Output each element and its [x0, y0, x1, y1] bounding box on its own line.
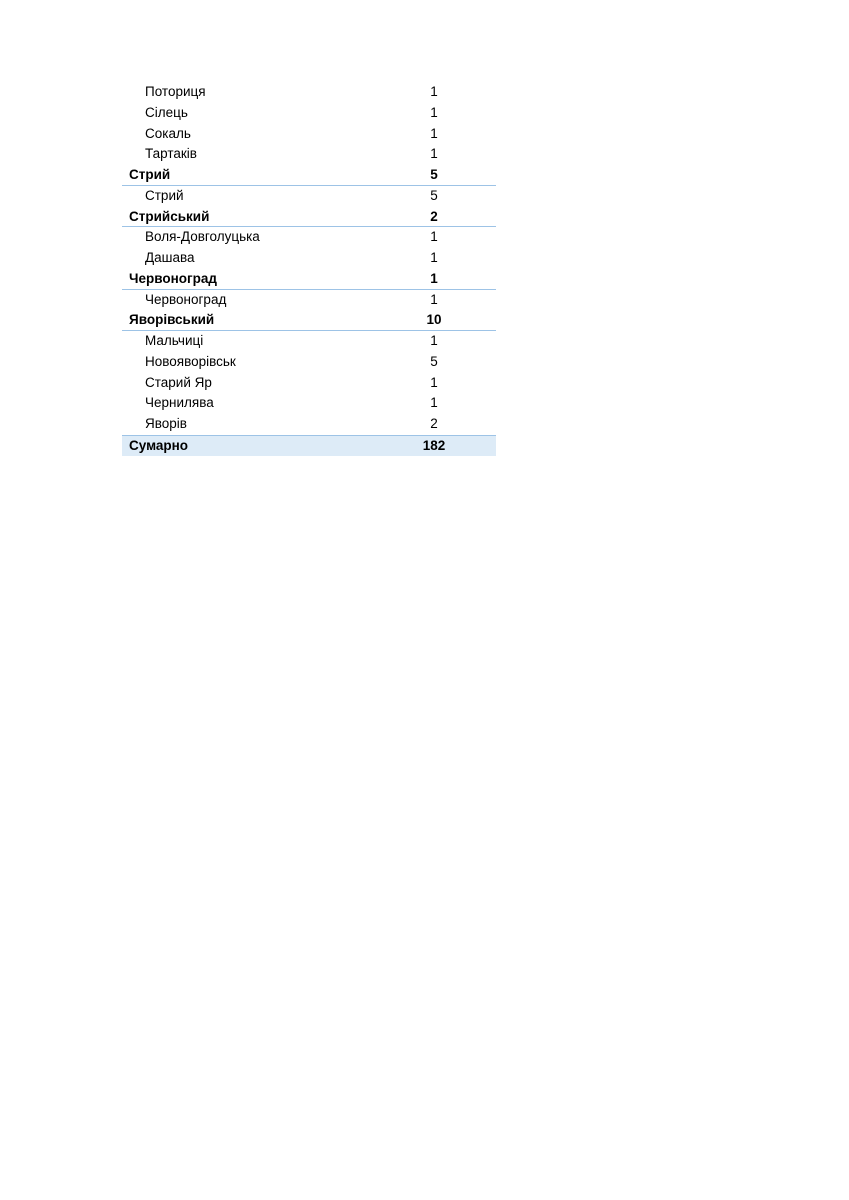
row-label: Стрий — [145, 187, 184, 203]
group-value: 5 — [430, 167, 438, 182]
row-value: 1 — [430, 333, 438, 348]
row-value: 1 — [430, 250, 438, 265]
group-value: 10 — [426, 312, 442, 328]
total-label: Сумарно — [129, 437, 189, 453]
table-total-row — [122, 435, 496, 456]
row-label: Червоноград — [145, 291, 227, 307]
row-value: 1 — [430, 229, 438, 245]
group-label: Стрийський — [129, 208, 210, 224]
group-value: 2 — [430, 208, 438, 224]
group-label: Червоноград — [129, 270, 217, 286]
row-value: 1 — [430, 374, 438, 390]
table-row — [122, 393, 496, 414]
table-row — [122, 248, 496, 269]
table-row — [122, 352, 496, 373]
table-row — [122, 186, 496, 207]
row-label: Дашава — [145, 250, 195, 265]
table-group-row — [122, 165, 496, 186]
table-row — [122, 331, 496, 352]
row-label: Воля-Довголуцька — [145, 229, 260, 245]
table-group-row — [122, 269, 496, 290]
table-row — [122, 103, 496, 124]
row-value: 1 — [430, 84, 438, 99]
row-label: Сокаль — [145, 125, 191, 141]
row-value: 1 — [430, 104, 438, 120]
table-group-row — [122, 207, 496, 228]
row-label: Мальчиці — [145, 333, 204, 348]
group-value: 1 — [430, 270, 438, 286]
table-body — [122, 82, 496, 435]
row-value: 1 — [430, 125, 438, 141]
table-row — [122, 373, 496, 394]
table-row — [122, 414, 496, 435]
row-label: Старий Яр — [145, 374, 212, 390]
row-value: 2 — [430, 416, 438, 431]
row-value: 1 — [430, 291, 438, 307]
row-label: Сілець — [145, 104, 188, 120]
row-value: 5 — [430, 187, 438, 203]
total-value: 182 — [422, 437, 446, 453]
table-row — [122, 124, 496, 145]
row-label: Поториця — [145, 84, 206, 99]
group-label: Стрий — [129, 167, 171, 182]
row-value: 1 — [430, 395, 438, 411]
table-row — [122, 82, 496, 103]
row-label: Яворів — [145, 416, 187, 431]
row-label: Чернилява — [145, 395, 214, 411]
table-row — [122, 144, 496, 165]
group-label: Яворівський — [129, 312, 215, 328]
row-label: Новояворівськ — [145, 353, 236, 369]
table-group-row — [122, 310, 496, 331]
table-row — [122, 290, 496, 311]
pivot-table — [122, 82, 496, 456]
row-value: 1 — [430, 146, 438, 162]
row-value: 5 — [430, 353, 438, 369]
table-row — [122, 227, 496, 248]
row-label: Тартаків — [145, 146, 197, 162]
